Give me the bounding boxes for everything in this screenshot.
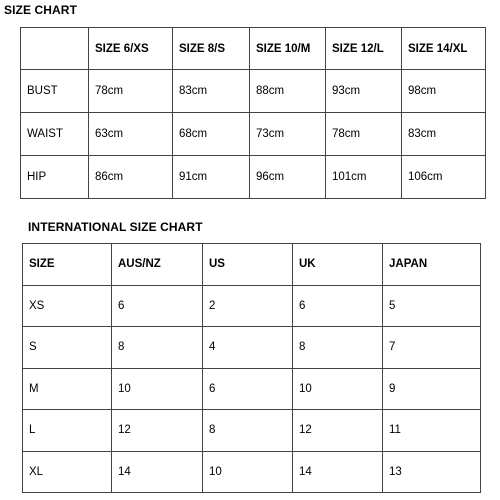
header-cell: UK [293, 244, 383, 286]
table-cell: 14 [112, 451, 203, 493]
row-label: XL [23, 451, 112, 493]
table-cell: 13 [383, 451, 481, 493]
table-row [23, 327, 481, 369]
table-cell: 8 [203, 410, 293, 452]
row-label: XS [23, 285, 112, 327]
table-cell: 83cm [402, 113, 486, 156]
table-header-row [23, 244, 481, 286]
table-cell: 78cm [326, 113, 402, 156]
table-header-row [21, 28, 486, 70]
table-cell: 8 [112, 327, 203, 369]
international-size-chart-title: INTERNATIONAL SIZE CHART [28, 220, 203, 234]
table-cell: 10 [112, 368, 203, 410]
row-label: S [23, 327, 112, 369]
table-cell: 98cm [402, 70, 486, 113]
table-cell: 10 [203, 451, 293, 493]
table-cell: 78cm [89, 70, 173, 113]
table-row [21, 113, 486, 156]
table-cell: 2 [203, 285, 293, 327]
header-cell: AUS/NZ [112, 244, 203, 286]
size-chart-table [20, 27, 486, 199]
header-cell [21, 28, 89, 70]
row-label: HIP [21, 156, 89, 199]
table-cell: 96cm [250, 156, 326, 199]
table-row [23, 410, 481, 452]
table-cell: 10 [293, 368, 383, 410]
table-cell: 11 [383, 410, 481, 452]
table-cell: 5 [383, 285, 481, 327]
table-cell: 14 [293, 451, 383, 493]
header-cell: US [203, 244, 293, 286]
table-cell: 63cm [89, 113, 173, 156]
header-cell: SIZE 8/S [173, 28, 250, 70]
table-cell: 86cm [89, 156, 173, 199]
table-cell: 6 [293, 285, 383, 327]
row-label: L [23, 410, 112, 452]
table-row [23, 451, 481, 493]
table-cell: 93cm [326, 70, 402, 113]
table-cell: 8 [293, 327, 383, 369]
size-chart-title: SIZE CHART [4, 3, 77, 17]
table-cell: 91cm [173, 156, 250, 199]
header-cell: SIZE 12/L [326, 28, 402, 70]
header-cell: JAPAN [383, 244, 481, 286]
table-cell: 68cm [173, 113, 250, 156]
table-cell: 83cm [173, 70, 250, 113]
international-size-chart-table [22, 243, 481, 493]
header-cell: SIZE [23, 244, 112, 286]
table-cell: 4 [203, 327, 293, 369]
header-cell: SIZE 14/XL [402, 28, 486, 70]
table-cell: 101cm [326, 156, 402, 199]
table-row [23, 368, 481, 410]
table-cell: 7 [383, 327, 481, 369]
table-cell: 12 [112, 410, 203, 452]
table-cell: 88cm [250, 70, 326, 113]
table-cell: 12 [293, 410, 383, 452]
table-cell: 9 [383, 368, 481, 410]
table-cell: 106cm [402, 156, 486, 199]
row-label: M [23, 368, 112, 410]
header-cell: SIZE 10/M [250, 28, 326, 70]
table-cell: 6 [203, 368, 293, 410]
row-label: WAIST [21, 113, 89, 156]
table-cell: 73cm [250, 113, 326, 156]
header-cell: SIZE 6/XS [89, 28, 173, 70]
table-row [23, 285, 481, 327]
row-label: BUST [21, 70, 89, 113]
table-row [21, 156, 486, 199]
table-row [21, 70, 486, 113]
table-cell: 6 [112, 285, 203, 327]
